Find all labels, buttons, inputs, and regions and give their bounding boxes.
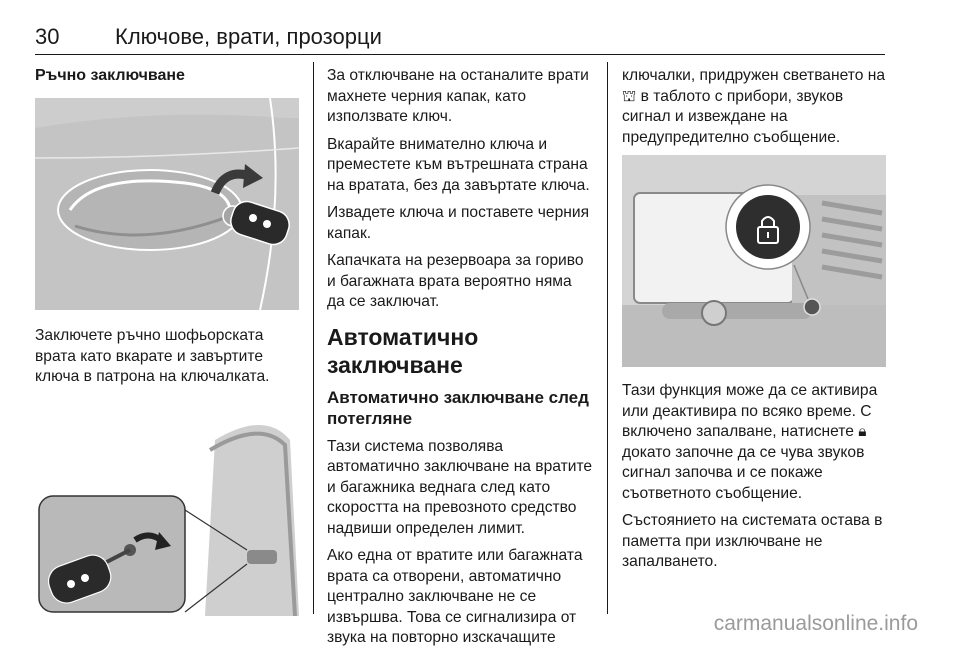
activate-function-text: Тази функция може да се активира или деактивира по всяко време. С включено запалване, натиснете 🔒︎ докато започне да се чува звуков сигнал започва и се покаже съответното съобщение. (622, 382, 878, 502)
system-memory-text: Състоянието на системата остава в паметта при изключване не запалването. (622, 512, 883, 570)
unlock-other-doors-text: За отключване на останалите врати махнете черния капак, като използвате ключ. (327, 67, 589, 125)
door-open-text: Ако една от вратите или багажната врата са отворени, автоматично централно заключване не се извършва. Това се сигнализира от звука на повторно изскачащите (327, 547, 583, 646)
auto-locking-after-drive-off-heading: Автоматично заключване след потегляне (327, 387, 589, 428)
page-header (35, 24, 885, 55)
watermark: carmanualsonline.info (713, 612, 918, 635)
manual-locking-text: Заключете ръчно шофьорската врата като вкарате и завъртите ключа в патрона на ключалката. (35, 327, 270, 385)
column-divider-1 (313, 62, 314, 614)
automatic-locking-heading: Автоматично заключване (327, 323, 479, 378)
column-3 (622, 66, 886, 580)
column-1 (35, 66, 299, 616)
page-number: 30 (35, 24, 60, 49)
fuel-cap-text: Капачката на резервоара за гориво и багажната врата вероятно няма да се заключат. (327, 252, 584, 310)
lock-signal-text: ключалки, придружен светването на ⛫ в таблото с прибори, звуков сигнал и извеждане на предупредително съобщение. (622, 67, 885, 146)
section-title-manual-locking: Ръчно заключване (35, 67, 185, 84)
door-lock-key-inset-icon (35, 400, 299, 616)
central-lock-button-icon (622, 155, 886, 367)
chapter-title: Ключове, врати, прозорци (115, 24, 382, 49)
auto-locking-system-text: Тази система позволява автоматично заключване на вратите и багажника веднага след като скоростта на превозното средство надвиши определен лимит. (327, 437, 593, 537)
column-2 (327, 66, 593, 656)
insert-key-text: Вкарайте внимателно ключа и преместете към вътрешната страна на вратата, без да завъртате ключа. (327, 135, 590, 194)
remove-key-text: Извадете ключа и поставете черния капак. (327, 204, 590, 242)
door-handle-key-icon (35, 98, 299, 310)
column-divider-2 (607, 62, 608, 614)
